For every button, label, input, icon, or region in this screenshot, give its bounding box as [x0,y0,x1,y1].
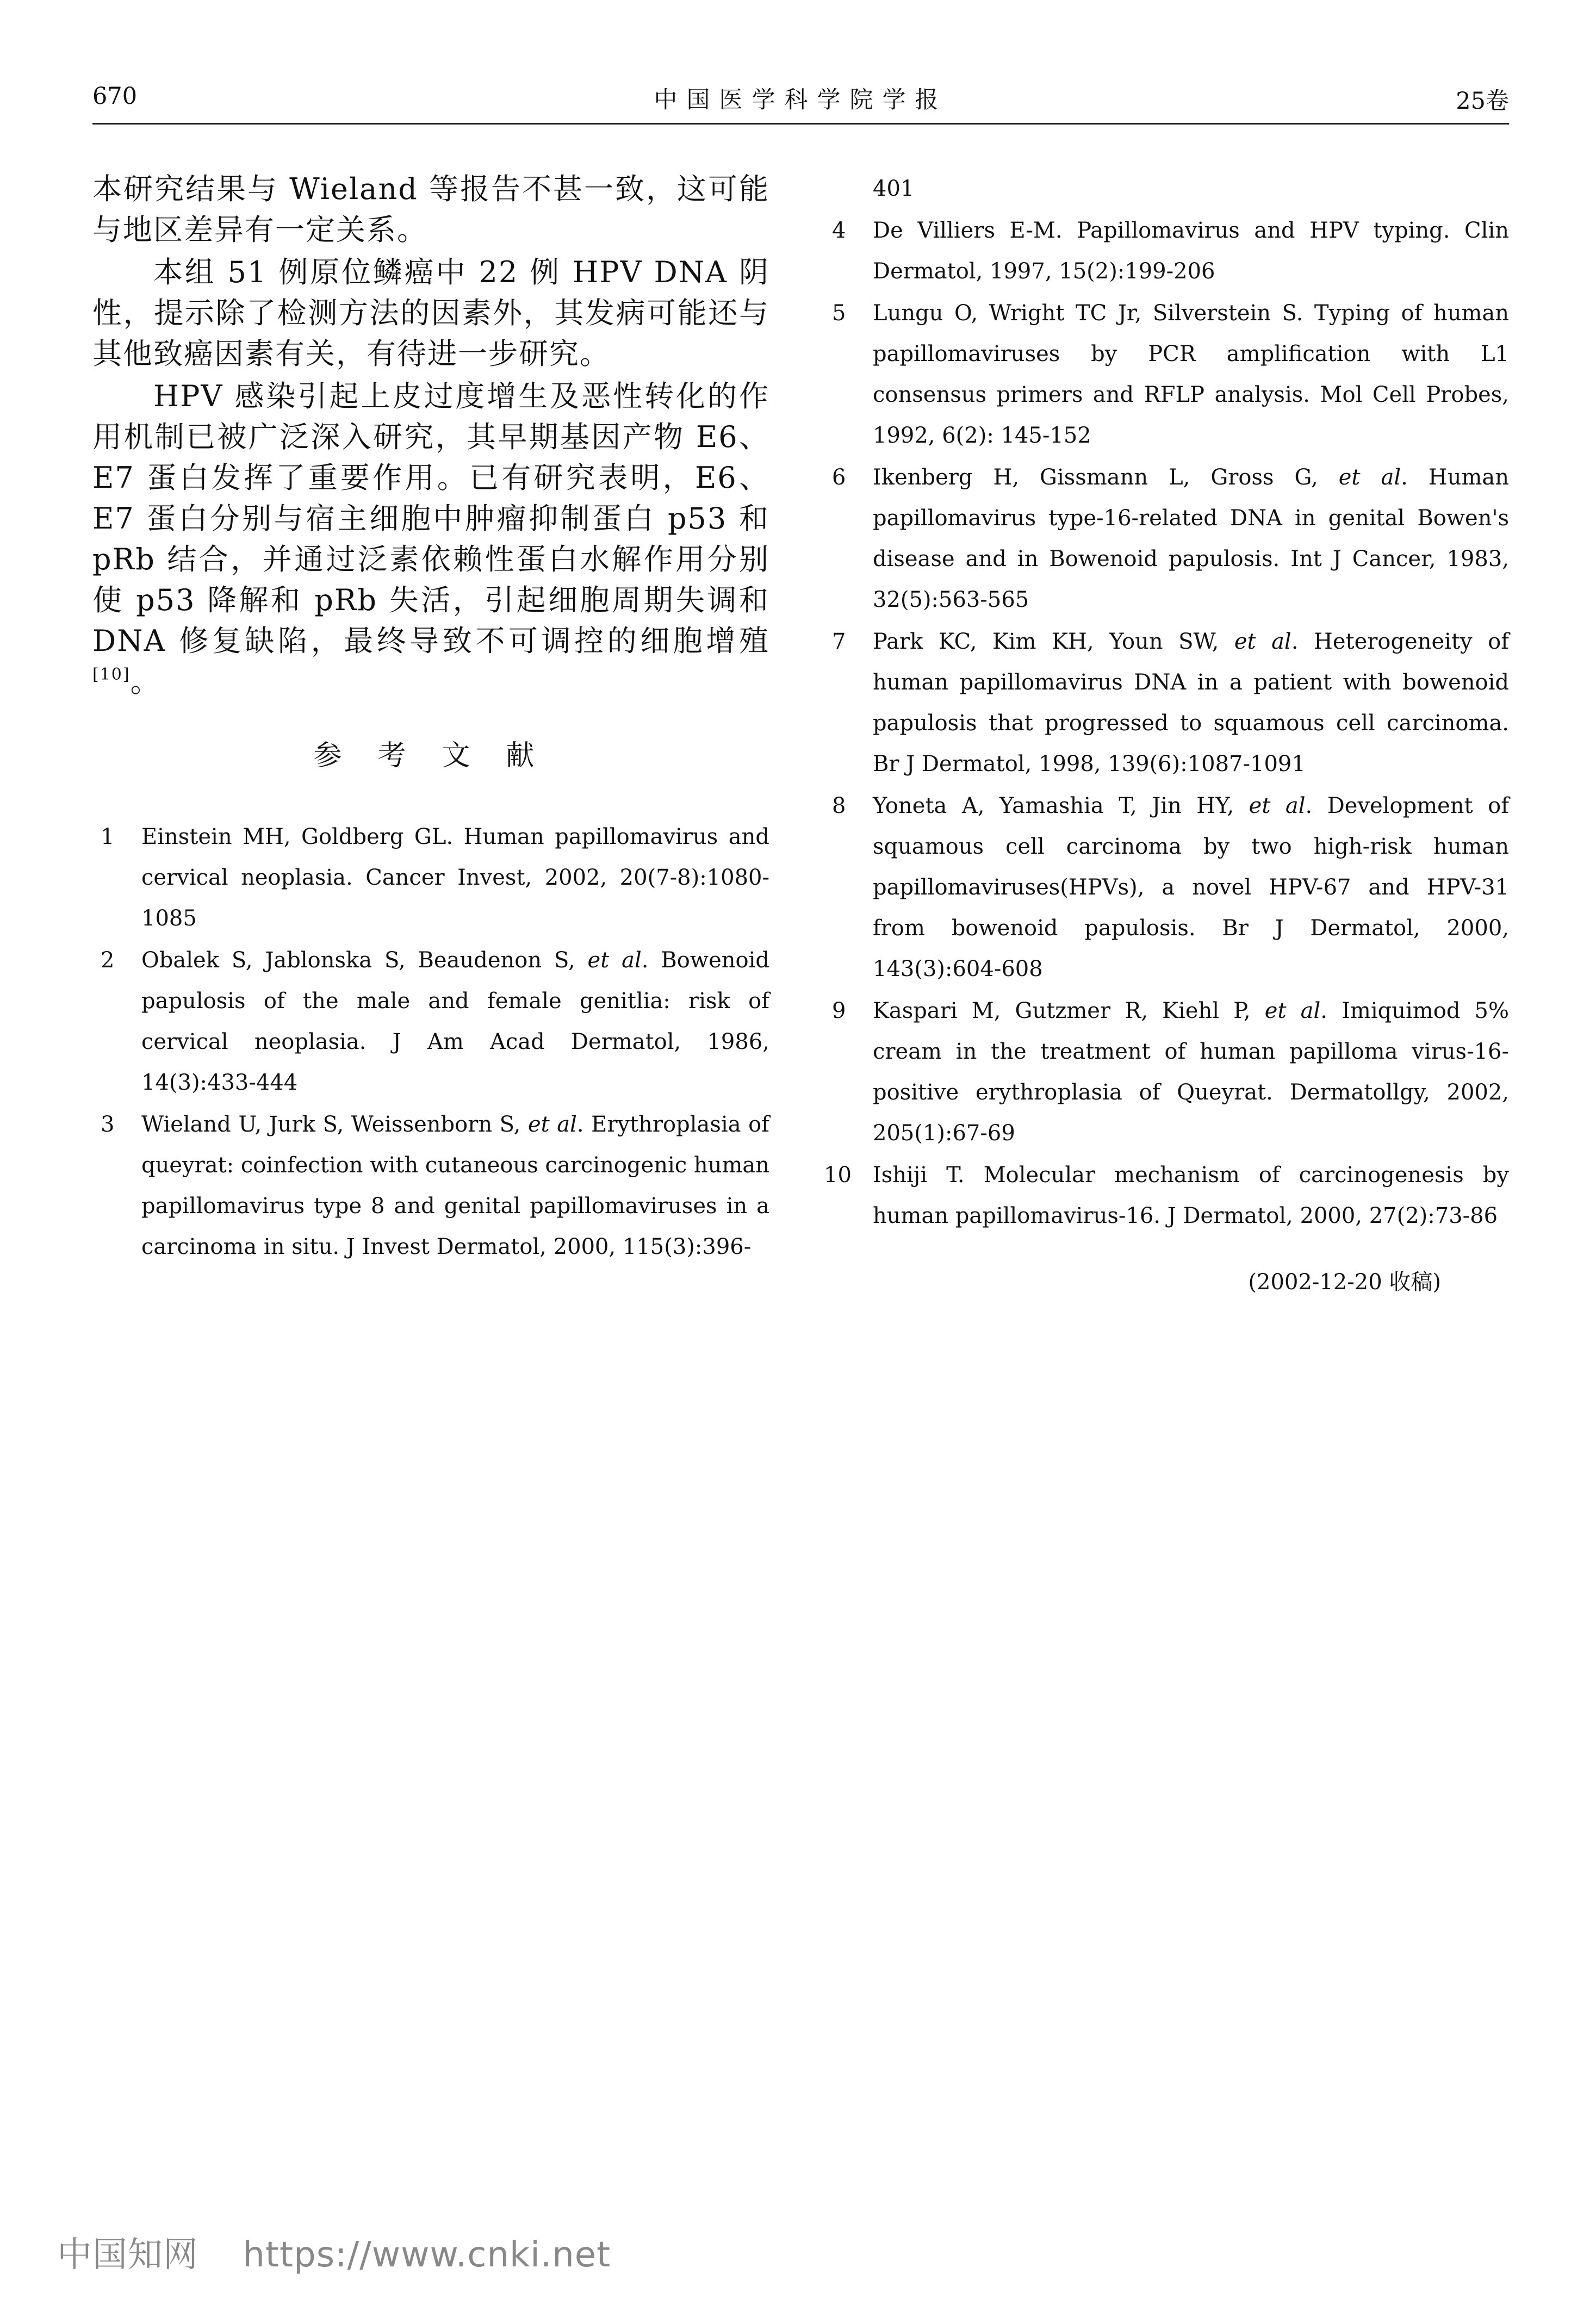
reference-etal: et al [1249,793,1306,818]
reference-text: Park KC, Kim KH, Youn SW, [873,629,1234,654]
reference-number: 2 [101,948,115,973]
reference-item-2 [92,940,769,1103]
reference-item-1 [92,817,769,939]
reference-text-rest: . Heterogeneity of human papillomavirus DNA in a patient with bowenoid papulosis that progressed to squamous cell carcinoma. Br J Dermatol, 1998, 139(6):1087-1091 [873,629,1509,776]
reference-text: Ikenberg H, Gissmann L, Gross G, [873,465,1339,490]
reference-etal: et al [1234,629,1291,654]
reference-number: 10 [824,1163,852,1188]
reference-text: Wieland U, Jurk S, Weissenborn S, [141,1112,528,1137]
reference-item-10 [824,1155,1509,1237]
reference-number: 9 [832,998,846,1023]
reference-text: 401 [873,176,915,201]
body-paragraph-3 [92,376,769,702]
page-number: 670 [92,83,138,110]
reference-text: Ishiji T. Molecular mechanism of carcinogenesis by human papillomavirus-16. J Dermatol, 2000, 27(2):73-86 [873,1163,1509,1228]
reference-etal: et al [1264,998,1321,1023]
reference-number: 5 [832,301,846,326]
reference-item-4 [824,210,1509,292]
body-paragraph-2: 本组 51 例原位鳞癌中 22 例 HPV DNA 阴性，提示除了检测方法的因素外，其发病可能还与其他致癌因素有关，有待进一步研究。 [92,255,769,371]
reference-text: Obalek S, Jablonska S, Beaudenon S, [141,948,588,973]
reference-item-6 [824,457,1509,620]
running-header [92,80,1509,119]
reference-text-rest: . Bowenoid papulosis of the male and female genitlia: risk of cervical neoplasia. J Am Acad Dermatol, 1986, 14(3):433-444 [141,948,770,1095]
reference-item-7 [824,622,1509,785]
reference-item-3 [92,1104,769,1268]
body-paragraph-3-end: 。 [130,664,161,699]
received-date: (2002-12-20 收稿) [1248,1270,1441,1295]
reference-number: 8 [832,793,846,818]
reference-text: Einstein MH, Goldberg GL. Human papillomavirus and cervical neoplasia. Cancer Invest, 2002, 20(7-8):1080-1085 [141,824,769,931]
header-rule [92,123,1509,125]
reference-number: 4 [832,218,846,243]
body-paragraph-3-text: HPV 感染引起上皮过度增生及恶性转化的作用机制已被广泛深入研究，其早期基因产物 E6、E7 蛋白发挥了重要作用。已有研究表明，E6、E7 蛋白分别与宿主细胞中肿瘤抑制蛋白 p53 和 pRb 结合，并通过泛素依赖性蛋白水解作用分别使 p53 降解和 pRb 失活，引起细胞周期失调和 DNA 修复缺陷，最终导致不可调控的细胞增殖 [92,379,769,658]
body-paragraph-1: 本研究结果与 Wieland 等报告不甚一致，这可能与地区差异有一定关系。 [92,172,769,247]
reference-text-rest: . Human papillomavirus type-16-related DNA in genital Bowen's disease and in Bowenoid papulosis. Int J Cancer, 1983, 32(5):563-565 [873,465,1509,612]
references-heading: 参考文献 [313,740,570,772]
reference-etal: et al [1338,465,1401,490]
reference-etal: et al [587,948,642,973]
reference-number: 1 [101,824,115,849]
reference-item-3-continued [824,169,1509,209]
reference-text-rest: . Development of squamous cell carcinoma by two high-risk human papillomaviruses(HPVs), a novel HPV-67 and HPV-31 from bowenoid papulosis. Br J Dermatol, 2000, 143(3):604-608 [873,793,1509,981]
reference-item-9 [824,991,1509,1154]
reference-text: Lungu O, Wright TC Jr, Silverstein S. Typing of human papillomaviruses by PCR amplification with L1 consensus primers and RFLP analysis. Mol Cell Probes, 1992, 6(2): 145-152 [873,301,1509,448]
citation-marker[interactable]: [10] [92,665,131,684]
volume-label: 25卷 [1456,88,1509,115]
reference-text-rest: . Erythroplasia of queyrat: coinfection with cutaneous carcinogenic human papillomavirus type 8 and genital papillomaviruses in a carcinoma in situ. J Invest Dermatol, 2000, 115(3):396- [141,1112,769,1259]
reference-etal: et al [527,1112,577,1137]
reference-text: Yoneta A, Yamashia T, Jin HY, [873,793,1249,818]
reference-text: De Villiers E-M. Papillomavirus and HPV typing. Clin Dermatol, 1997, 15(2):199-206 [873,218,1509,284]
cnki-url[interactable]: https://www.cnki.net [243,2235,611,2275]
reference-text: Kaspari M, Gutzmer R, Kiehl P, [873,998,1265,1023]
journal-title: 中国医学科学院学报 [654,86,948,114]
cnki-logo-text: 中国知网 [57,2235,198,2275]
right-column [824,169,1509,1296]
reference-number: 7 [832,629,846,654]
left-column [92,169,769,1269]
reference-number: 6 [832,465,846,490]
reference-number: 3 [101,1112,115,1137]
reference-text-rest: . Imiquimod 5% cream in the treatment of human papilloma virus-16-positive erythroplasia of Queyrat. Dermatollgy, 2002, 205(1):67-69 [873,998,1509,1146]
reference-item-5 [824,293,1509,456]
watermark-footer [57,2227,611,2277]
reference-item-8 [824,786,1509,990]
